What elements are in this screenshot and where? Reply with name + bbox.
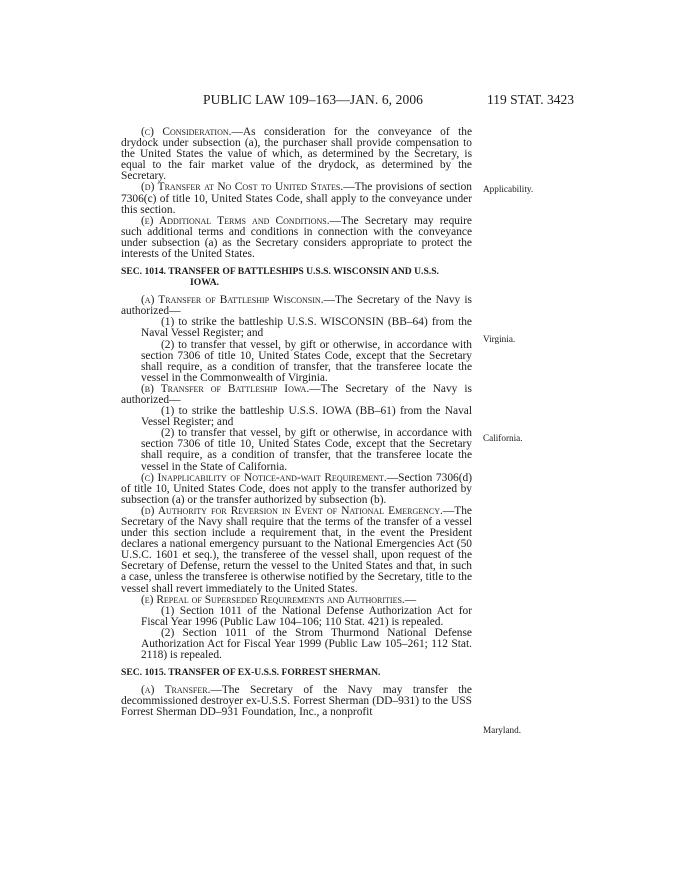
section-1014-heading: SEC. 1014. TRANSFER OF BATTLESHIPS U.S.S. WISCONSIN AND U.S.S. IOWA. (121, 266, 439, 289)
sec1015-subsection-a: (a) Transfer.—The Secretary of the Navy may transfer the decommissioned destroyer ex-U.S.S. Forrest Sherman (DD–931) to the USS Forrest Sherman DD–931 Foundation, Inc., a nonprofit (121, 684, 472, 719)
sec1014-subsection-d: (d) Authority for Reversion in Event of National Emergency.—The Secretary of the Navy shall require that the terms of the transfer of a vessel under this section include a requirement that, in the event the President declares a national emergency pursuant to the National Emergencies Act (50 U.S.C. 1601 et seq.), the transferee of the vessel shall, upon request of the Secretary of Defense, return the vessel to the United States and that, in such a case, unless the transferee is otherwise notified by the Secretary, title to the vessel shall revert immediately to the United States. (121, 504, 472, 595)
margin-note-virginia: Virginia. (483, 334, 516, 344)
sec1014-subsection-a: (a) Transfer of Battleship Wisconsin.—The Secretary of the Navy is authorized— (121, 294, 472, 318)
sec1014-e-paragraph-2: (2) Section 1011 of the Strom Thurmond National Defense Authorization Act for Fiscal Year 1999 (Public Law 105–261; 112 Stat. 2118) is repealed. (141, 626, 472, 662)
section-1015-heading: SEC. 1015. TRANSFER OF EX-U.S.S. FORREST SHERMAN. (121, 667, 381, 679)
sec1014-subsection-c: (c) Inapplicability of Notice-and-wait Requirement.—Section 7306(d) of title 10, United States Code, does not apply to the transfer authorized by subsection (a) or the transfer authorized by subsection (b). (121, 471, 472, 506)
header-title: PUBLIC LAW 109–163—JAN. 6, 2006 (203, 92, 424, 107)
sec1014-a-paragraph-2: (2) to transfer that vessel, by gift or otherwise, in accordance with section 7306 of title 10, United States Code, except that the Secretary shall require, as a condition of transfer, that the transferee locate the vessel in the Commonwealth of Virginia. (141, 338, 472, 384)
subsection-d-transfer-no-cost: (d) Transfer at No Cost to United States.—The provisions of section 7306(c) of title 10, United States Code, shall apply to the conveyance under this section. (121, 181, 472, 216)
margin-note-applicability: Applicability. (483, 184, 534, 194)
subsection-e-additional-terms: (e) Additional Terms and Conditions.—The Secretary may require such additional terms and conditions in connection with the conveyance under subsection (a) as the Secretary considers appropriate to protect the interests of the United States. (121, 214, 472, 261)
sec1014-a-paragraph-1: (1) to strike the battleship U.S.S. WISCONSIN (BB–64) from the Naval Vessel Register; and (141, 316, 472, 340)
running-header (0, 92, 673, 110)
sec1014-e-paragraph-1: (1) Section 1011 of the National Defense Authorization Act for Fiscal Year 1996 (Public Law 104–106; 110 Stat. 421) is repealed. (141, 604, 472, 628)
margin-note-maryland: Maryland. (483, 725, 522, 735)
sec1014-subsection-e: (e) Repeal of Superseded Requirements and Authorities.— (141, 593, 417, 606)
sec1014-subsection-b: (b) Transfer of Battleship Iowa.—The Secretary of the Navy is authorized— (121, 382, 472, 406)
subsection-c-consideration: (c) Consideration.—As consideration for the conveyance of the drydock under subsection (a), the purchaser shall provide compensation to the United States the value of which, as determined by the Secretary, is equal to the fair market value of the drydock, as determined by the Secretary. (121, 126, 472, 183)
sec1014-b-paragraph-1: (1) to strike the battleship U.S.S. IOWA (BB–61) from the Naval Vessel Register; and (141, 405, 472, 429)
body-text (121, 127, 472, 719)
margin-note-california: California. (483, 433, 523, 443)
sec1014-b-paragraph-2: (2) to transfer that vessel, by gift or otherwise, in accordance with section 7306 of title 10, United States Code, except that the Secretary shall require, as a condition of transfer, that the transferee locate the vessel in the State of California. (141, 427, 472, 473)
header-stat-citation: 119 STAT. 3423 (487, 92, 575, 107)
